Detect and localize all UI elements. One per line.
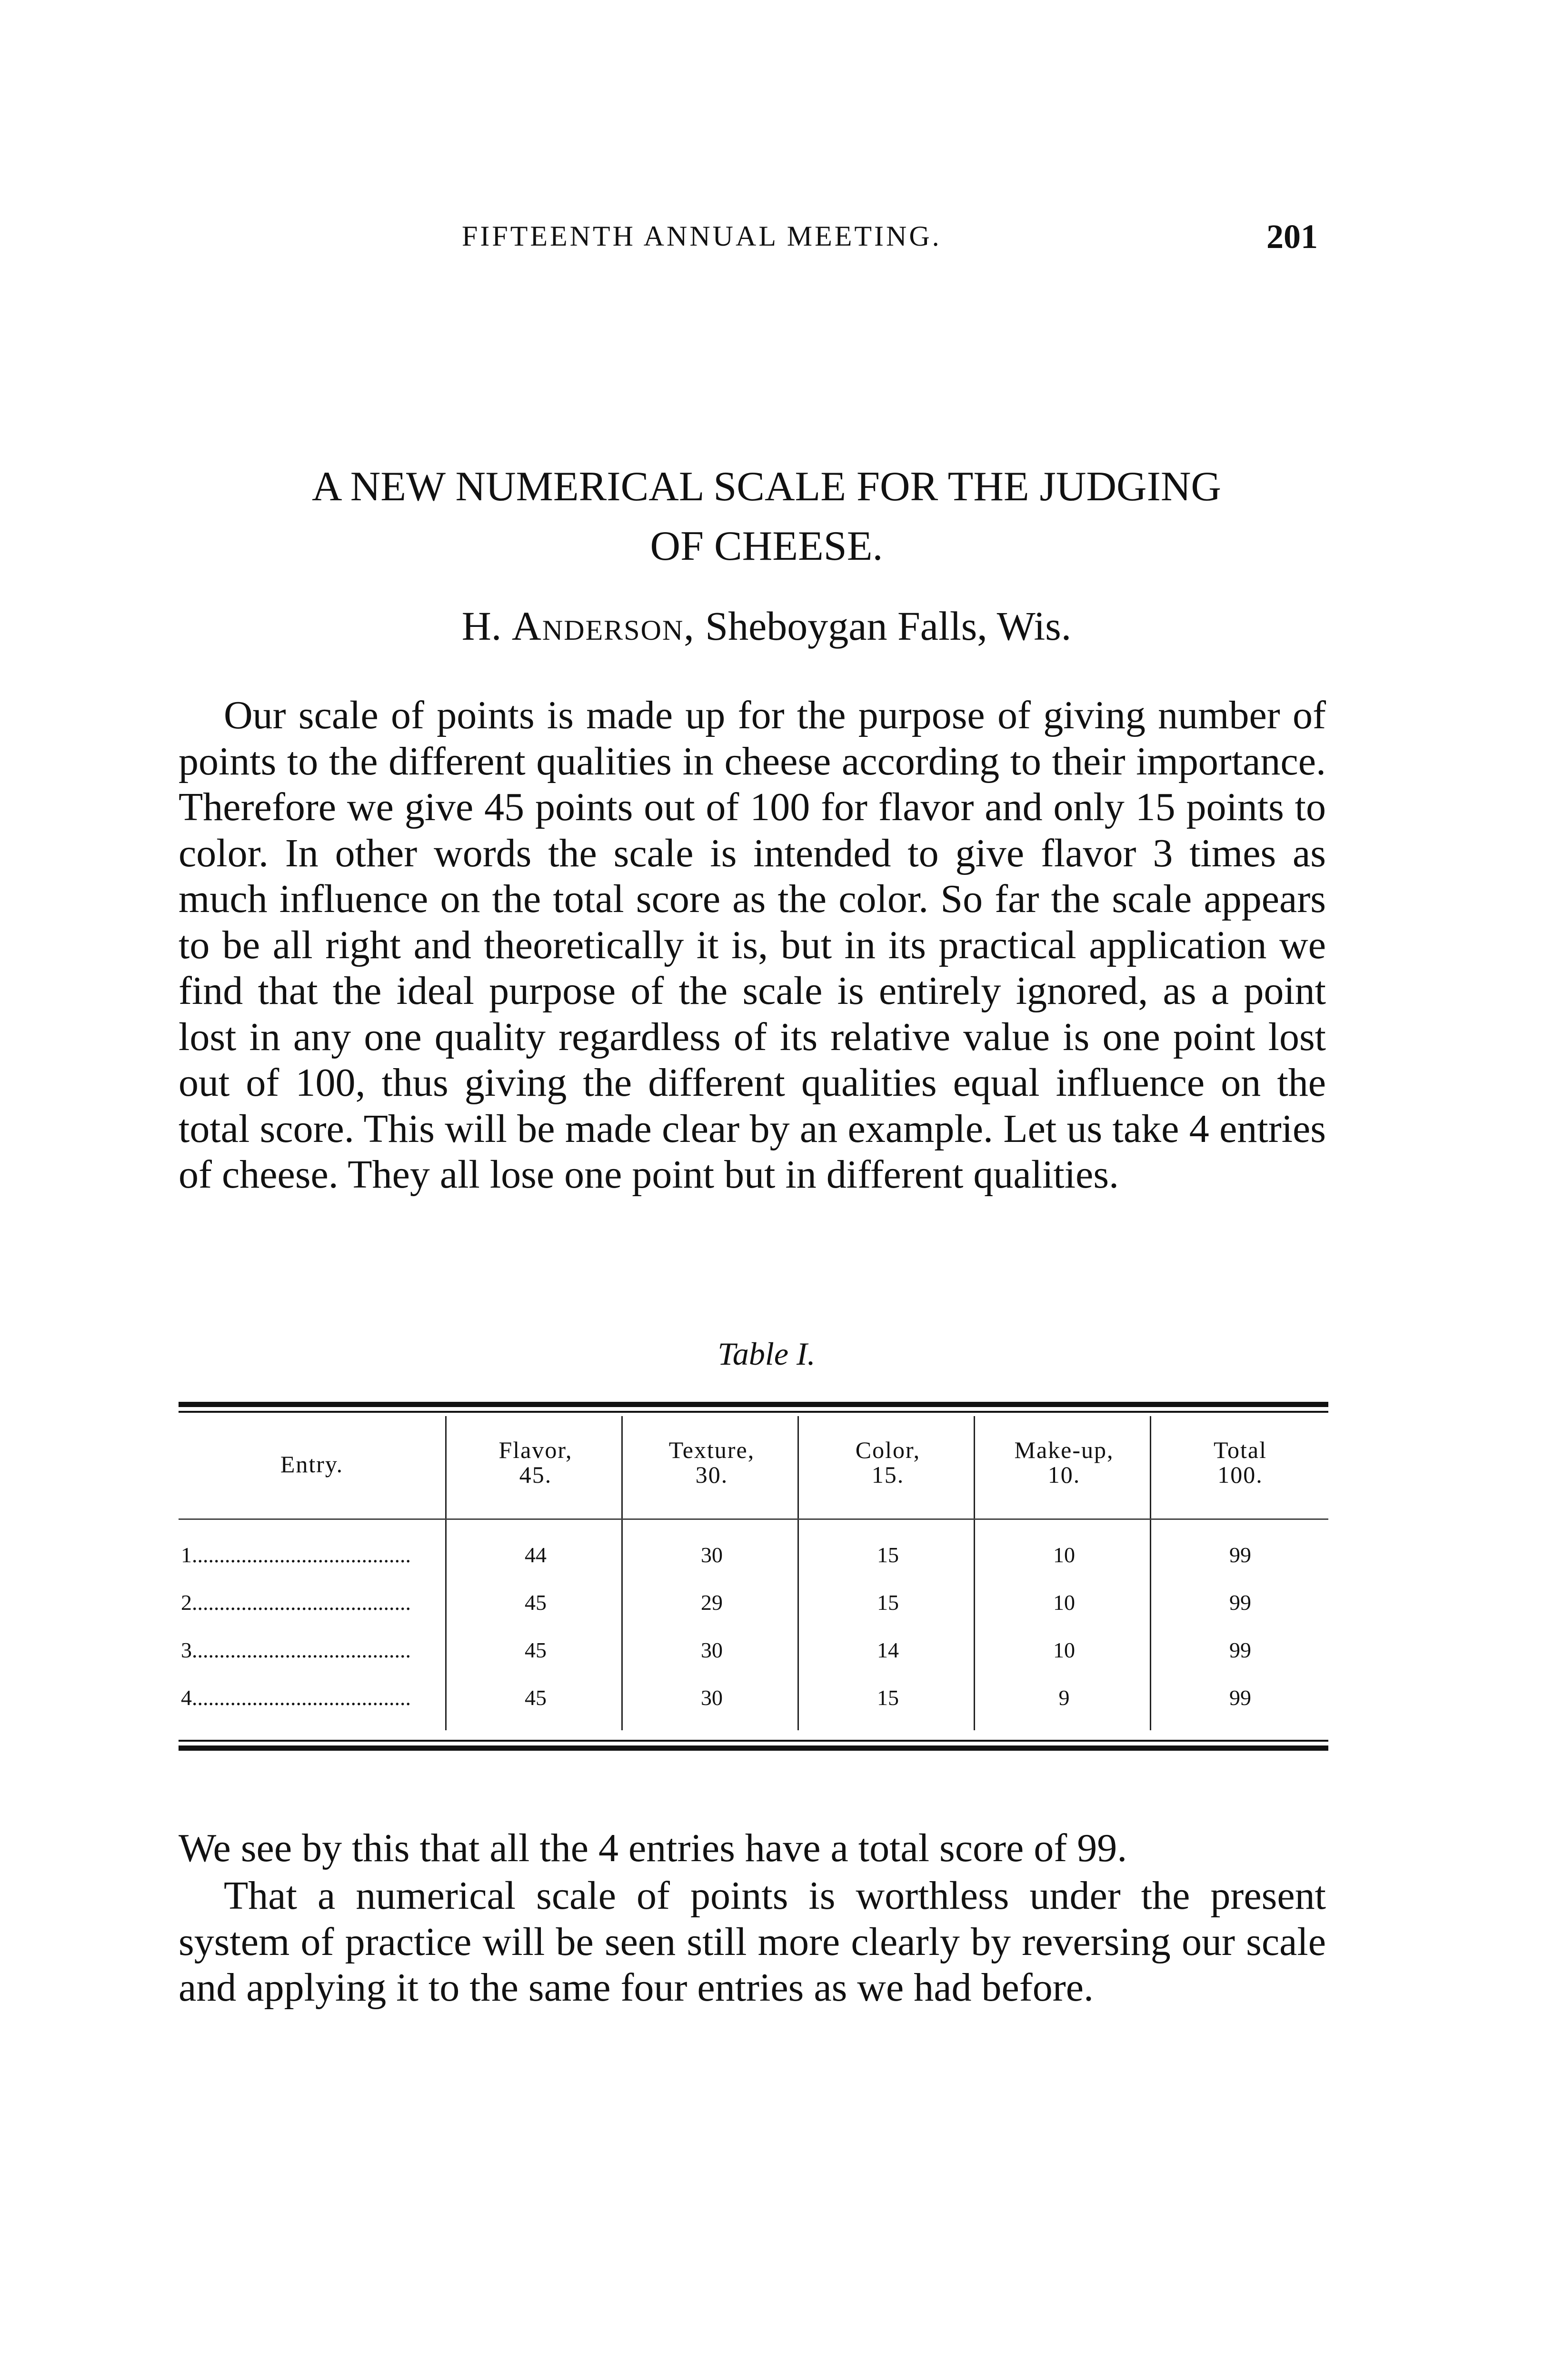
table-bottom-rule <box>179 1745 1328 1751</box>
entry-number: 3........................................ <box>181 1638 411 1662</box>
article-title <box>176 457 1357 576</box>
author-byline <box>176 602 1357 650</box>
cell-color: 14 <box>877 1638 899 1662</box>
cell-total: 99 <box>1229 1590 1251 1615</box>
header-color: Color, 15. <box>855 1437 921 1488</box>
cell-flavor: 45 <box>525 1638 547 1662</box>
cell-total: 99 <box>1229 1543 1251 1567</box>
cell-flavor: 44 <box>525 1543 547 1567</box>
paragraph-2: We see by this that all the 4 entries have a total score of 99. <box>179 1826 1127 1870</box>
cell-texture: 29 <box>701 1590 723 1615</box>
cell-color: 15 <box>877 1590 899 1615</box>
header-bottom-rule <box>179 1518 1328 1520</box>
cell-makeup: 9 <box>1058 1686 1070 1710</box>
entry-number: 1........................................ <box>181 1543 411 1567</box>
header-texture: Texture, 30. <box>668 1437 755 1488</box>
page-number: 201 <box>1266 218 1318 256</box>
cell-flavor: 45 <box>525 1590 547 1615</box>
column-divider <box>445 1416 447 1730</box>
cell-color: 15 <box>877 1686 899 1710</box>
running-head: FIFTEENTH ANNUAL MEETING. <box>462 220 942 252</box>
cell-texture: 30 <box>701 1543 723 1567</box>
table-top-rule-thin <box>179 1411 1328 1413</box>
header-total: Total 100. <box>1213 1437 1267 1488</box>
author-surname: Anderson, <box>511 603 695 649</box>
paragraph-3: That a numerical scale of points is worthless under the present system of practice will be seen still more clearly by reversing our scale and applying it to the same four entries as we had before. <box>179 1874 1326 2010</box>
table-top-rule <box>179 1402 1328 1407</box>
header-entry: Entry. <box>280 1451 344 1478</box>
author-place: Sheboygan Falls, Wis. <box>705 603 1072 649</box>
entry-number: 4........................................ <box>181 1686 411 1710</box>
header-makeup: Make-up, 10. <box>1014 1437 1114 1488</box>
cell-texture: 30 <box>701 1638 723 1662</box>
cell-makeup: 10 <box>1053 1638 1075 1662</box>
table-caption: Table I. <box>717 1336 816 1372</box>
cell-total: 99 <box>1229 1686 1251 1710</box>
cell-makeup: 10 <box>1053 1590 1075 1615</box>
cell-makeup: 10 <box>1053 1543 1075 1567</box>
author-initial: H. <box>461 603 502 649</box>
cell-color: 15 <box>877 1543 899 1567</box>
cell-texture: 30 <box>701 1686 723 1710</box>
table-bottom-rule-thin <box>179 1740 1328 1742</box>
entry-number: 2........................................ <box>181 1590 411 1615</box>
title-line-1: A NEW NUMERICAL SCALE FOR THE JUDGING <box>312 464 1221 510</box>
header-flavor: Flavor, 45. <box>498 1437 573 1488</box>
paragraph-1: Our scale of points is made up for the purpose of giving number of points to the different qualities in cheese according to their importance. Therefore we give 45 points out of 100 for flavor and only 15 points to color. In other words the scale is intended to give flavor 3 times as much influence on the total score as the color. So far the scale appears to be all right and theoretically it is, but in its practical application we find that the ideal purpose of the scale is entirely ignored, as a point lost in any one quality regardless of its relative value is one point lost out of 100, thus giving the different qualities equal influence on the total score. This will be made clear by an example. Let us take 4 entries of cheese. They all lose one point but in different qualities. <box>179 693 1326 1197</box>
cell-flavor: 45 <box>525 1686 547 1710</box>
title-line-2: OF CHEESE. <box>650 523 883 569</box>
cell-total: 99 <box>1229 1638 1251 1662</box>
